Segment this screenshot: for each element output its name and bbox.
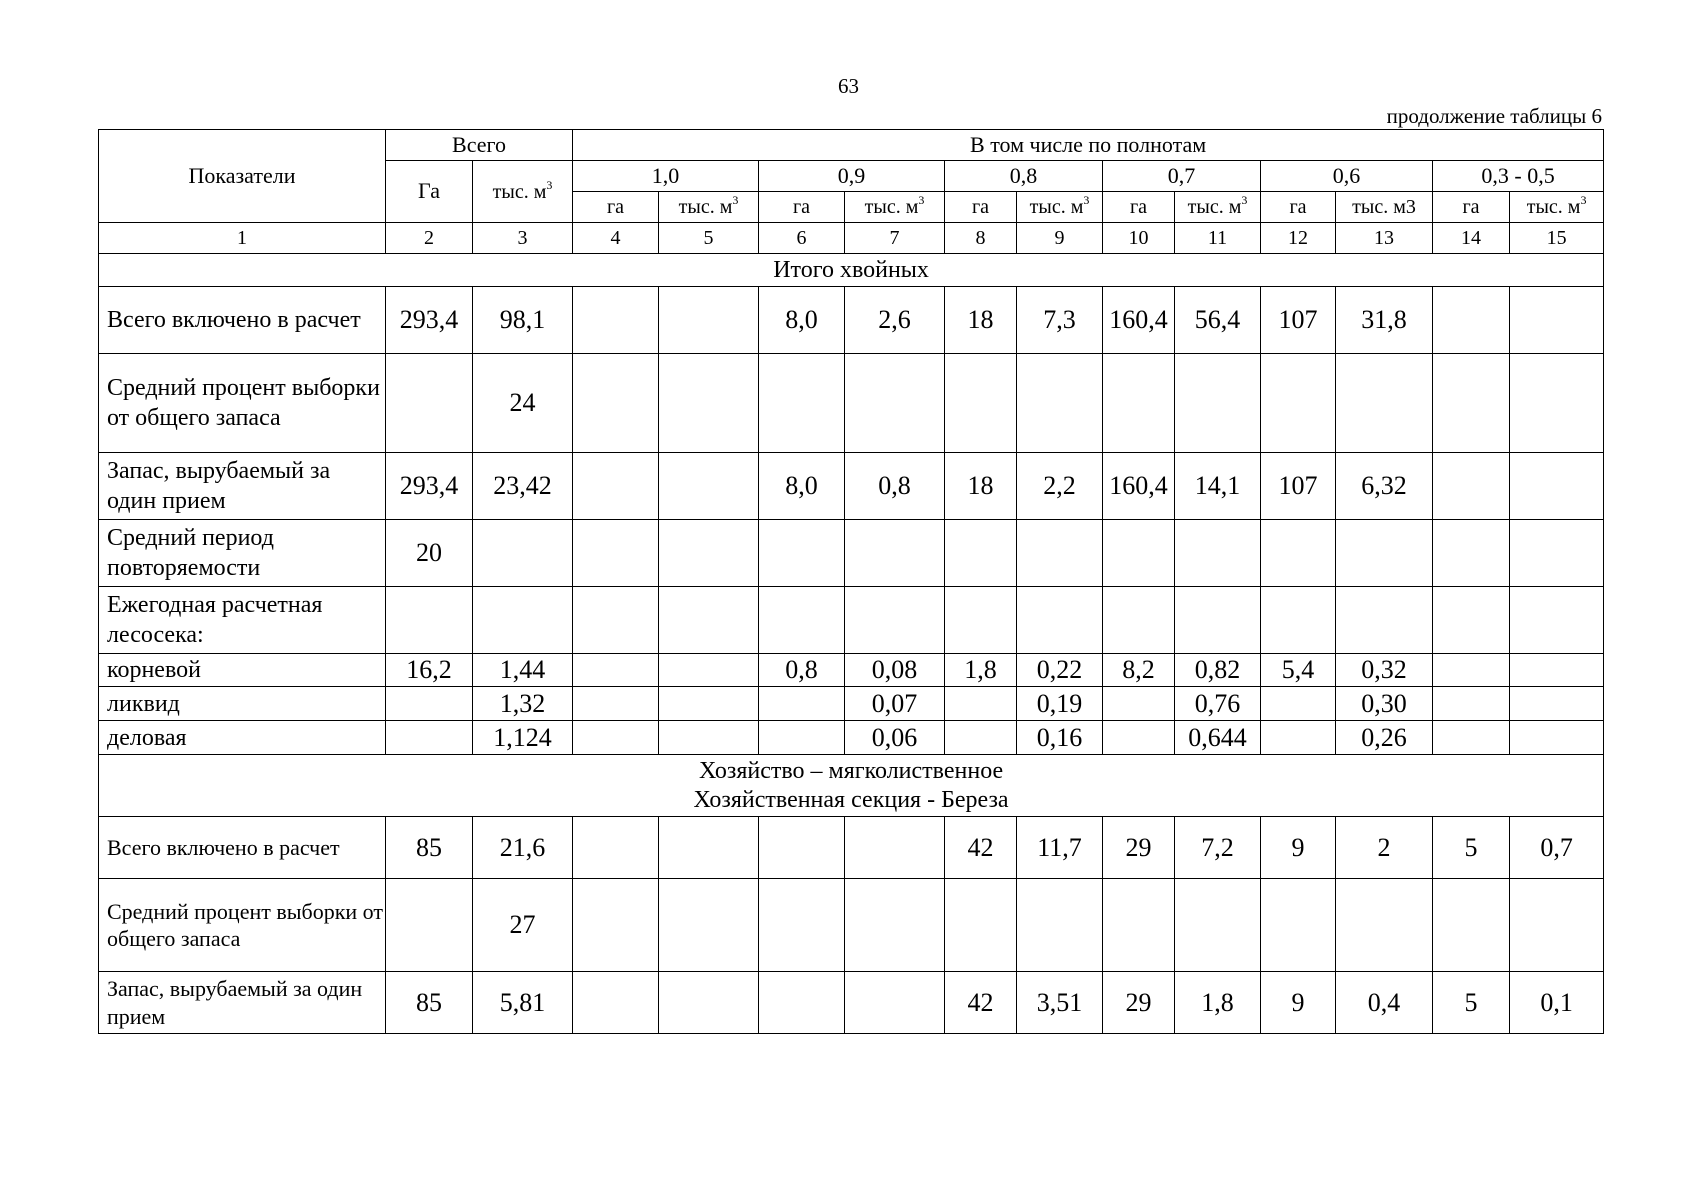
row-label: Средний период повторяемости bbox=[99, 520, 386, 587]
table-cell bbox=[1510, 687, 1604, 721]
header-density: 0,3 - 0,5 bbox=[1433, 161, 1604, 192]
header-unit-ha: га bbox=[759, 192, 845, 223]
table-cell bbox=[659, 520, 759, 587]
table-cell: 29 bbox=[1103, 972, 1175, 1034]
header-total-ha: Га bbox=[386, 161, 473, 223]
table-cell bbox=[659, 587, 759, 654]
header-unit-ha: га bbox=[945, 192, 1017, 223]
table-cell bbox=[759, 520, 845, 587]
table-cell bbox=[1017, 520, 1103, 587]
table-cell: 8,2 bbox=[1103, 654, 1175, 687]
table-cell: 160,4 bbox=[1103, 453, 1175, 520]
table-cell bbox=[659, 654, 759, 687]
table-row bbox=[99, 879, 1604, 972]
section-header: Итого хвойных bbox=[99, 254, 1604, 287]
table-row bbox=[99, 587, 1604, 654]
table-cell: 5,81 bbox=[473, 972, 573, 1034]
table-cell: 8,0 bbox=[759, 287, 845, 354]
table-cell bbox=[1433, 287, 1510, 354]
table-cell bbox=[1510, 453, 1604, 520]
table-cell: 16,2 bbox=[386, 654, 473, 687]
table-cell bbox=[1433, 587, 1510, 654]
table-cell: 2,2 bbox=[1017, 453, 1103, 520]
table-cell bbox=[1017, 879, 1103, 972]
column-number: 12 bbox=[1261, 223, 1336, 254]
table-cell bbox=[1175, 354, 1261, 453]
table-cell: 0,4 bbox=[1336, 972, 1433, 1034]
table-cell: 5,4 bbox=[1261, 654, 1336, 687]
table-cell: 293,4 bbox=[386, 287, 473, 354]
table-cell: 1,8 bbox=[945, 654, 1017, 687]
table-cell bbox=[1433, 654, 1510, 687]
table-cell: 0,76 bbox=[1175, 687, 1261, 721]
header-density: 0,8 bbox=[945, 161, 1103, 192]
table-cell bbox=[845, 354, 945, 453]
header-unit-ha: га bbox=[1103, 192, 1175, 223]
header-density: 1,0 bbox=[573, 161, 759, 192]
table-cell bbox=[1336, 354, 1433, 453]
table-cell: 107 bbox=[1261, 453, 1336, 520]
table-cell bbox=[845, 972, 945, 1034]
table-cell: 24 bbox=[473, 354, 573, 453]
table-cell bbox=[1336, 520, 1433, 587]
table-cell bbox=[1433, 879, 1510, 972]
table-cell bbox=[1261, 587, 1336, 654]
table-cell bbox=[1510, 879, 1604, 972]
table-cell bbox=[473, 587, 573, 654]
table-cell: 1,8 bbox=[1175, 972, 1261, 1034]
header-unit-volume: тыс. $м^3$ bbox=[1017, 192, 1103, 223]
table-cell: 0,22 bbox=[1017, 654, 1103, 687]
table-caption: продолжение таблицы 6 bbox=[1386, 104, 1602, 128]
table-cell bbox=[573, 287, 659, 354]
table-cell bbox=[1103, 354, 1175, 453]
table-cell bbox=[759, 587, 845, 654]
row-label: Ежегодная расчетная лесосека: bbox=[99, 587, 386, 654]
table-cell: 18 bbox=[945, 287, 1017, 354]
table-cell: 56,4 bbox=[1175, 287, 1261, 354]
table-row bbox=[99, 972, 1604, 1034]
table-cell bbox=[1433, 453, 1510, 520]
row-label: Запас, вырубаемый за один прием bbox=[99, 972, 386, 1034]
table-cell bbox=[1017, 587, 1103, 654]
table-cell bbox=[1017, 354, 1103, 453]
table-cell: 0,08 bbox=[845, 654, 945, 687]
table-cell: 42 bbox=[945, 817, 1017, 879]
table-cell: 2,6 bbox=[845, 287, 945, 354]
table-cell bbox=[1261, 879, 1336, 972]
table-cell: 23,42 bbox=[473, 453, 573, 520]
row-label: корневой bbox=[99, 654, 386, 687]
header-unit-volume: тыс. $м^3$ bbox=[659, 192, 759, 223]
table-row bbox=[99, 354, 1604, 453]
column-number: 8 bbox=[945, 223, 1017, 254]
table-row bbox=[99, 453, 1604, 520]
table-cell: 42 bbox=[945, 972, 1017, 1034]
header-total: Всего bbox=[386, 130, 573, 161]
table-cell bbox=[759, 817, 845, 879]
column-number: 5 bbox=[659, 223, 759, 254]
table-cell bbox=[473, 520, 573, 587]
table-cell: 2 bbox=[1336, 817, 1433, 879]
header-unit-volume: тыс. $м^3$ bbox=[1510, 192, 1604, 223]
header-unit-volume: тыс. м3 bbox=[1336, 192, 1433, 223]
table-cell bbox=[759, 721, 845, 755]
table-cell bbox=[573, 520, 659, 587]
table-cell: 20 bbox=[386, 520, 473, 587]
table-cell: 0,06 bbox=[845, 721, 945, 755]
table-cell bbox=[659, 817, 759, 879]
row-label: Средний процент выборки от общего запаса bbox=[99, 879, 386, 972]
table-cell: 9 bbox=[1261, 817, 1336, 879]
table-cell: 0,32 bbox=[1336, 654, 1433, 687]
header-by-density: В том числе по полнотам bbox=[573, 130, 1604, 161]
table-cell: 0,1 bbox=[1510, 972, 1604, 1034]
table-cell bbox=[1261, 354, 1336, 453]
column-number: 2 bbox=[386, 223, 473, 254]
table-cell: 1,124 bbox=[473, 721, 573, 755]
table-row bbox=[99, 817, 1604, 879]
table-cell bbox=[945, 520, 1017, 587]
header-unit-volume: тыс. $м^3$ bbox=[1175, 192, 1261, 223]
column-number: 6 bbox=[759, 223, 845, 254]
table-cell bbox=[845, 520, 945, 587]
table-cell bbox=[1510, 721, 1604, 755]
table-cell: 0,82 bbox=[1175, 654, 1261, 687]
table-row bbox=[99, 654, 1604, 687]
table-row bbox=[99, 721, 1604, 755]
column-number: 11 bbox=[1175, 223, 1261, 254]
table-cell bbox=[386, 879, 473, 972]
table-cell: 5 bbox=[1433, 972, 1510, 1034]
table-cell bbox=[1103, 879, 1175, 972]
table-cell bbox=[1103, 721, 1175, 755]
table-cell bbox=[1510, 520, 1604, 587]
table-cell: 0,7 bbox=[1510, 817, 1604, 879]
table-cell: 21,6 bbox=[473, 817, 573, 879]
header-unit-volume: тыс. $м^3$ bbox=[845, 192, 945, 223]
table-cell: 9 bbox=[1261, 972, 1336, 1034]
header-indicators: Показатели bbox=[99, 130, 386, 223]
table-cell: 0,26 bbox=[1336, 721, 1433, 755]
table-cell bbox=[759, 687, 845, 721]
table-cell bbox=[659, 721, 759, 755]
table-cell bbox=[945, 354, 1017, 453]
table-cell bbox=[945, 721, 1017, 755]
table-cell: 293,4 bbox=[386, 453, 473, 520]
table-cell bbox=[1336, 587, 1433, 654]
column-number: 9 bbox=[1017, 223, 1103, 254]
table-cell bbox=[659, 354, 759, 453]
column-number: 7 bbox=[845, 223, 945, 254]
row-label: Средний процент выборки от общего запаса bbox=[99, 354, 386, 453]
table-cell: 8,0 bbox=[759, 453, 845, 520]
table-cell bbox=[659, 287, 759, 354]
table-cell bbox=[573, 453, 659, 520]
table-cell bbox=[1175, 587, 1261, 654]
table-cell bbox=[659, 972, 759, 1034]
table-cell bbox=[573, 879, 659, 972]
table-cell: 0,16 bbox=[1017, 721, 1103, 755]
table-cell bbox=[1261, 520, 1336, 587]
table-cell: 31,8 bbox=[1336, 287, 1433, 354]
header-density: 0,9 bbox=[759, 161, 945, 192]
column-number: 10 bbox=[1103, 223, 1175, 254]
table-cell bbox=[1175, 879, 1261, 972]
row-label: деловая bbox=[99, 721, 386, 755]
table-cell: 107 bbox=[1261, 287, 1336, 354]
table-cell bbox=[386, 587, 473, 654]
table-cell bbox=[1103, 687, 1175, 721]
column-number: 3 bbox=[473, 223, 573, 254]
table-cell: 0,8 bbox=[759, 654, 845, 687]
table-cell bbox=[1433, 520, 1510, 587]
table-cell bbox=[945, 687, 1017, 721]
table-cell bbox=[1433, 354, 1510, 453]
table-cell: 85 bbox=[386, 817, 473, 879]
table-cell bbox=[573, 721, 659, 755]
table-cell bbox=[1261, 721, 1336, 755]
table-cell bbox=[1175, 520, 1261, 587]
column-number: 4 bbox=[573, 223, 659, 254]
header-unit-ha: га bbox=[1433, 192, 1510, 223]
column-number: 13 bbox=[1336, 223, 1433, 254]
table-cell bbox=[1103, 587, 1175, 654]
table-cell: 0,644 bbox=[1175, 721, 1261, 755]
table-cell: 29 bbox=[1103, 817, 1175, 879]
table-cell bbox=[659, 687, 759, 721]
table-cell bbox=[573, 972, 659, 1034]
table-cell bbox=[1510, 654, 1604, 687]
table-cell: 7,2 bbox=[1175, 817, 1261, 879]
header-density: 0,6 bbox=[1261, 161, 1433, 192]
table-cell bbox=[759, 879, 845, 972]
table-cell bbox=[845, 879, 945, 972]
table-cell bbox=[845, 817, 945, 879]
table-cell bbox=[1510, 287, 1604, 354]
table-cell bbox=[945, 587, 1017, 654]
table-cell: 18 bbox=[945, 453, 1017, 520]
table-cell: 5 bbox=[1433, 817, 1510, 879]
header-unit-ha: га bbox=[1261, 192, 1336, 223]
page-number: 63 bbox=[838, 74, 859, 98]
table-row bbox=[99, 520, 1604, 587]
table-cell bbox=[945, 879, 1017, 972]
table-cell bbox=[1261, 687, 1336, 721]
column-number: 1 bbox=[99, 223, 386, 254]
table-cell: 14,1 bbox=[1175, 453, 1261, 520]
table-cell bbox=[1510, 354, 1604, 453]
table-cell: 0,07 bbox=[845, 687, 945, 721]
table-cell bbox=[573, 354, 659, 453]
row-label: Всего включено в расчет bbox=[99, 287, 386, 354]
section-header: Хозяйство – мягколиственное Хозяйственная секция - Береза bbox=[99, 755, 1604, 817]
table-cell: 3,51 bbox=[1017, 972, 1103, 1034]
table-cell: 85 bbox=[386, 972, 473, 1034]
table-cell bbox=[1433, 721, 1510, 755]
table-cell bbox=[845, 587, 945, 654]
table-row bbox=[99, 687, 1604, 721]
table-cell bbox=[573, 687, 659, 721]
table-cell: 27 bbox=[473, 879, 573, 972]
table-cell bbox=[1510, 587, 1604, 654]
table-cell bbox=[659, 453, 759, 520]
table-cell: 0,8 bbox=[845, 453, 945, 520]
table-cell bbox=[1336, 879, 1433, 972]
table-cell bbox=[1433, 687, 1510, 721]
table-cell bbox=[659, 879, 759, 972]
table-cell bbox=[386, 354, 473, 453]
table-cell: 98,1 bbox=[473, 287, 573, 354]
table-cell bbox=[759, 972, 845, 1034]
table-cell: 11,7 bbox=[1017, 817, 1103, 879]
table-cell: 160,4 bbox=[1103, 287, 1175, 354]
table-cell bbox=[573, 817, 659, 879]
table-cell: 6,32 bbox=[1336, 453, 1433, 520]
table-cell bbox=[1103, 520, 1175, 587]
column-number: 15 bbox=[1510, 223, 1604, 254]
header-total-volume: тыс. $м^3$ bbox=[473, 161, 573, 223]
table-cell: 7,3 bbox=[1017, 287, 1103, 354]
table-cell bbox=[573, 654, 659, 687]
header-unit-ha: га bbox=[573, 192, 659, 223]
table-cell bbox=[386, 721, 473, 755]
data-table bbox=[98, 129, 1604, 1034]
table-cell: 1,32 bbox=[473, 687, 573, 721]
table-cell: 0,30 bbox=[1336, 687, 1433, 721]
row-label: Всего включено в расчет bbox=[99, 817, 386, 879]
row-label: ликвид bbox=[99, 687, 386, 721]
table-row bbox=[99, 287, 1604, 354]
row-label: Запас, вырубаемый за один прием bbox=[99, 453, 386, 520]
column-number: 14 bbox=[1433, 223, 1510, 254]
table-cell: 0,19 bbox=[1017, 687, 1103, 721]
table-cell bbox=[759, 354, 845, 453]
header-density: 0,7 bbox=[1103, 161, 1261, 192]
table-cell bbox=[386, 687, 473, 721]
table-cell bbox=[573, 587, 659, 654]
table-cell: 1,44 bbox=[473, 654, 573, 687]
